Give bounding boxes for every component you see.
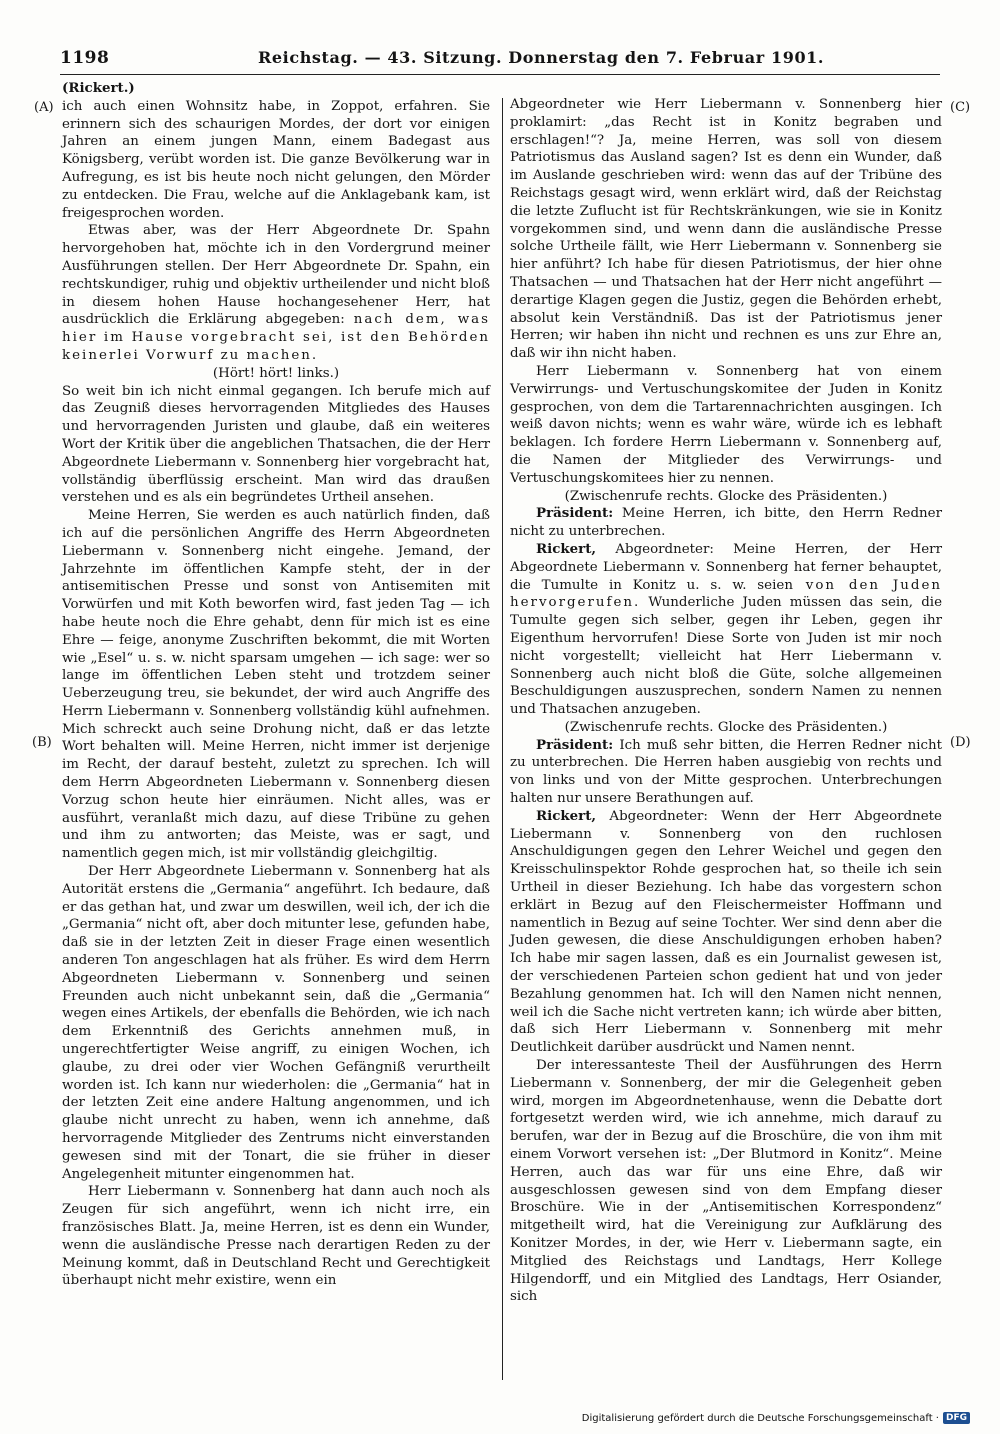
paragraph: Abgeordneter wie Herr Liebermann v. Sonnenberg hier proklamirt: „das Recht ist in Konitz begraben und erschlagen!“? Ja, meine Herren, was soll von diesem Patriotismus das Ausland sagen? Ist es denn ein Wunder, daß im Auslande geschrieben wird: wenn das auf der Tribüne des Reichstags gesagt wird, wenn erklärt wird, daß der Reichstag die letzte Zuflucht ist für Rechtskränkungen, wie sie in Konitz vorgekommen sind, und wenn dann die ausländische Presse solche Urtheile fällt, wie Herr Liebermann v. Sonnenberg sie hier anführt? Ich habe für diesen Patriotismus, der hier ohne Thatsachen — und Thatsachen hat der Herr nicht angeführt — derartige Klagen gegen die Justiz, gegen die Behörden erhebt, absolut kein Verständniß. Das ist der Patriotismus jener Herren; wir haben ihn nicht und rechnen es uns zur Ehre an, daß wir ihn nicht haben. (510, 97, 942, 362)
paragraph: Der interessanteste Theil der Ausführungen des Herrn Liebermann v. Sonnenberg, der mir die Gelegenheit geben wird, morgen im Abgeordnetenhause, wenn die Debatte dort fortgesetzt werden wird, wie ich annehme, mich darauf zu berufen, war der in Bezug auf die Broschüre, die von ihm mit einem Vorwort versehen ist: „Der Blutmord in Konitz“. Meine Herren, auch das war für uns eine Ehre, daß wir ausgeschlossen gewesen sind von dem Empfang dieser Broschüre. Wie in der „Antisemitischen Korrespondenz“ mitgetheilt wird, hat die Vereinigung zur Aufklärung des Konitzer Mordes, in der, wie Herr v. Liebermann sagte, ein Mitglied des Reichstags und Landtags, Herr Kollege Hilgendorff, und ein Mitglied des Landtags, Herr Osiander, sich (510, 1058, 942, 1305)
emphasized-text: nach dem, was hier im Hause vorgebracht sei, ist den Behörden keinerlei Vorwurf zu machen. (62, 312, 491, 363)
footer-text: Digitalisierung gefördert durch die Deutsche Forschungsgemeinschaft · (581, 1412, 939, 1424)
speaker-paragraph: Präsident: Meine Herren, ich bitte, den Herrn Redner nicht zu unterbrechen. (510, 505, 942, 540)
interjection: (Hört! hört! links.) (212, 365, 340, 381)
margin-mark-a: (A) (34, 100, 54, 115)
interjection: (Zwischenrufe rechts. Glocke des Präsidenten.) (564, 488, 888, 504)
page-number: 1198 (60, 48, 110, 68)
paragraph: Herr Liebermann v. Sonnenberg hat von einem Verwirrungs- und Vertuschungskomitee der Juden in Konitz gesprochen, von dem die Tartarennachrichten ausgingen. Ich weiß davon nichts; wenn es wahr wäre, würde ich es lebhaft beklagen. Ich fordere Herrn Liebermann v. Sonnenberg auf, die Namen der Mitglieder des Verwirrungs- und Vertuschungskomitees hier zu nennen. (510, 363, 942, 486)
speaker-paragraph: Rickert, Abgeordneter: Meine Herren, der Herr Abgeordnete Liebermann v. Sonnenberg hat ferner behauptet, die Tumulte in Konitz u. s. w. seien von den Juden hervorgerufen. Wunderliche Juden müssen das sein, die Tumulte gegen sich selber, gegen ihr Leben, gegen ihr Eigenthum hervorrufen! Diese Sorte von Juden ist mir noch nicht vorgestellt; vielleicht hat Herr Liebermann v. Sonnenberg auch nicht bloß die Güte, solche allgemeinen Beschuldigungen auszusprechen, sondern Namen zu nennen und Thatsachen anzugeben. (510, 540, 942, 718)
right-column (510, 96, 942, 1306)
emphasized-text: von den Juden hervorgerufen. (510, 577, 942, 611)
header-rule (60, 74, 940, 75)
speaker-paragraph: Rickert, Abgeordneter: Wenn der Herr Abgeordnete Liebermann v. Sonnenberg von den ruchlosen Anschuldigungen gegen den Lehrer Weichel und gegen den Kreisschulinspektor Rohde gesprochen hat, so theile ich sein Urtheil in dieser Beziehung. Ich habe das vorgestern schon erklärt in Bezug auf den Fleischermeister Hoffmann und namentlich in Bezug auf seine Tochter. Wer sind denn aber die Juden gewesen, die diese Anschuldigungen erhoben haben? Ich habe mir sagen lassen, daß es ein Journalist gewesen ist, der verschiedenen Parteien schon gedient hat und von jeder Bezahlung genommen hat. Ich will den Namen nicht nennen, weil ich die Sache nicht vertreten kann; ich würde aber bitten, daß sich Herr Liebermann v. Sonnenberg mit mehr Deutlichkeit darüber ausdrückt und Namen nennt. (510, 807, 942, 1056)
speaker-paragraph: Präsident: Ich muß sehr bitten, die Herren Redner nicht zu unterbrechen. Die Herren haben ausgiebig von rechts und von links und von der Mitte gesprochen. Unterbrechungen halten nur unsere Berathungen auf. (510, 736, 942, 807)
paragraph: So weit bin ich nicht einmal gegangen. Ich berufe mich auf das Zeugniß dieses hervorragenden Mitgliedes des Hauses und hervorragenden Juristen und glaube, daß ein weiteres Wort der Kritik über die angeblichen Thatsachen, die der Herr Abgeordnete Liebermann v. Sonnenberg hier vorgebracht hat, vollständig überflüssig erscheint. Man wird das draußen verstehen und es als ein begründetes Urtheil ansehen. (62, 383, 490, 506)
dfg-logo: DFG (943, 1412, 970, 1424)
paragraph: Herr Liebermann v. Sonnenberg hat dann auch noch als Zeugen für sich angeführt, wenn ich nicht irre, ein französisches Blatt. Ja, meine Herren, ist es denn ein Wunder, wenn die ausländische Presse nach derartigen Reden zu der Meinung kommt, daß in Deutschland Recht und Gerechtigkeit überhaupt nicht mehr existire, wenn ein (62, 1184, 490, 1289)
margin-mark-d: (D) (950, 735, 971, 750)
speaker-label: Rickert, (536, 540, 597, 557)
footer-credit (582, 1412, 970, 1424)
speaker-tag: (Rickert.) (62, 80, 135, 96)
paragraph: Der Herr Abgeordnete Liebermann v. Sonnenberg hat als Autorität erstens die „Germania“ angeführt. Ich bedaure, daß er das gethan hat, und zwar um deswillen, weil ich, der ich die „Germania“ nicht oft, aber doch mitunter lese, gefunden habe, daß sie in der letzten Zeit in dieser Frage einen wesentlich anderen Ton angeschlagen hat als früher. Es wird dem Herrn Abgeordneten Liebermann v. Sonnenberg und seinen Freunden auch nicht unbekannt sein, daß die „Germania“ wegen eines Artikels, der ebenfalls die Behörden, wie ich nach dem Erkenntniß des Gerichts annehmen muß, in ungerechtfertigter Weise angriff, zu einigen Wochen, ich glaube, zu drei oder vier Wochen Gefängniß verurtheilt worden ist. Ich kann nur wiederholen: die „Germania“ hat in der letzten Zeit eine andere Haltung angenommen, und ich glaube nicht unrecht zu haben, wenn ich annehme, daß hervorragende Mitglieder des Zentrums nicht einverstanden gewesen sind mit der Tonart, die sie früher in dieser Angelegenheit mitunter eingenommen hat. (62, 864, 490, 1182)
paragraph: Meine Herren, Sie werden es auch natürlich finden, daß ich auf die persönlichen Angriffe des Herrn Abgeordneten Liebermann v. Sonnenberg nicht eingehe. Jemand, der Jahrzehnte im öffentlichen Kampfe steht, der in der antisemitischen Presse und sonst von Antisemiten mit Vorwürfen und mit Koth beworfen wird, fast jeden Tag — ich habe heute noch die Ehre gehabt, denn für mich ist es eine Ehre — feige, anonyme Zuschriften bekommt, die mit Worten wie „Esel“ u. s. w. nicht sparsam umgehen — ich sage: wer so lange im öffentlichen Leben steht und trotzdem seiner Ueberzeugung treu, sie bekundet, der wird auch Angriffe des Herrn Liebermann v. Sonnenberg vollständig kühl aufnehmen. Mich schreckt auch seine Drohung nicht, daß er das letzte Wort behalten will. Meine Herren, nicht immer ist derjenige im Recht, der darauf besteht, zuletzt zu sprechen. Ich will dem Herrn Abgeordneten Liebermann v. Sonnenberg diesen Vorzug schon heute hier einräumen. Nicht alles, was er ausführt, veranlaßt mich dazu, auf diese Tribüne zu gehen und ihm zu antworten; das Meiste, was er sagt, und namentlich gegen mich, ist mir vollständig gleichgiltig. (62, 508, 490, 862)
left-column (62, 80, 490, 1290)
paragraph: ich auch einen Wohnsitz habe, in Zoppot, erfahren. Sie erinnern sich des schaurigen Mordes, der dort vor einigen Jahren an einem jungen Mann, einem Badegast aus Königsberg, verübt worden ist. Die ganze Bevölkerung war in Aufregung, es ist bis heute noch nicht gelungen, den Mörder zu entdecken. Die Frau, welche auf die Anklagebank kam, ist freigesprochen worden. (62, 98, 490, 221)
column-divider (502, 98, 503, 1380)
speaker-label: Rickert, (536, 807, 597, 824)
interjection: (Zwischenrufe rechts. Glocke des Präsidenten.) (564, 719, 888, 735)
margin-mark-b: (B) (32, 735, 52, 750)
running-head: Reichstag. — 43. Sitzung. Donnerstag den 7. Februar 1901. (258, 48, 825, 67)
paragraph: Etwas aber, was der Herr Abgeordnete Dr. Spahn hervorgehoben hat, möchte ich in den Vordergrund meiner Ausführungen stellen. Der Herr Abgeordnete Dr. Spahn, ein rechtskundiger, ruhig und objektiv urtheilender und nicht bloß in diesem hohen Hause hochangesehener Herr, hat ausdrücklich die Erklärung abgegeben: nach dem, was hier im Hause vorgebracht sei, ist den Behörden keinerlei Vorwurf zu machen. (62, 223, 491, 363)
page-header (60, 46, 940, 72)
margin-mark-c: (C) (950, 100, 971, 115)
speaker-label: Präsident: (536, 736, 614, 753)
speaker-label: Präsident: (536, 505, 614, 522)
